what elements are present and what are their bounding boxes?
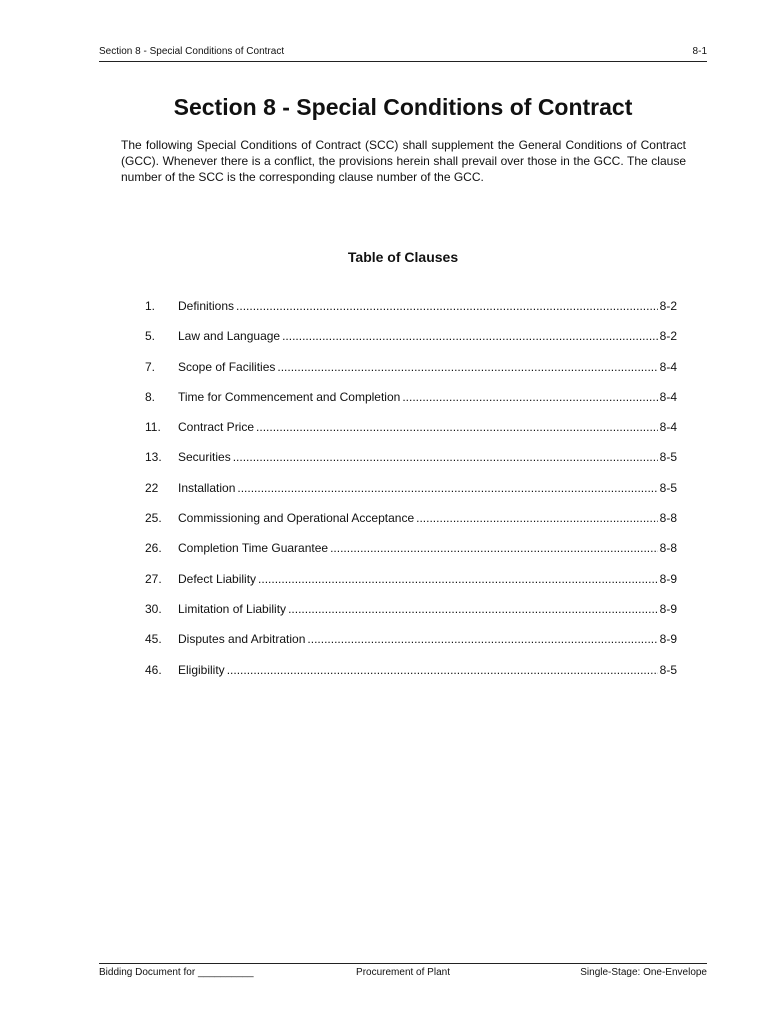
toc-entry-label: Definitions (178, 299, 235, 313)
page-title: Section 8 - Special Conditions of Contract (173, 94, 633, 120)
toc-entry-label: Limitation of Liability (178, 601, 287, 616)
toc-entry-number: 30. (145, 601, 162, 616)
toc-entry-label: Defect Liability (178, 571, 257, 586)
page-footer (99, 963, 707, 982)
toc-entry-page: 8-9 (659, 632, 677, 647)
toc-entry-completion-time-guarantee[interactable] (145, 540, 677, 570)
toc-entry-eligibility[interactable] (145, 662, 677, 692)
toc-entry-securities[interactable] (145, 449, 677, 479)
toc-dot-leader (330, 540, 658, 556)
toc-entry-number: 22 (145, 480, 159, 495)
toc-entry-commissioning[interactable] (145, 510, 677, 540)
toc-entry-scope-of-facilities[interactable] (145, 359, 677, 389)
toc-dot-leader (402, 389, 657, 405)
toc-entry-disputes-and-arbitration[interactable] (145, 631, 677, 661)
toc-entry-label: Scope of Facilities (178, 359, 276, 374)
table-of-clauses (145, 298, 677, 692)
toc-entry-installation[interactable] (145, 480, 677, 510)
toc-entry-definitions[interactable] (145, 298, 677, 328)
toc-entry-law-and-language[interactable] (145, 328, 677, 358)
toc-entry-label: Installation (178, 480, 236, 495)
toc-dot-leader (288, 601, 658, 617)
toc-dot-leader (307, 631, 657, 647)
toc-entry-time-for-commencement[interactable] (145, 389, 677, 419)
toc-entry-number: 8. (145, 389, 156, 404)
header-section-title: Section 8 - Special Conditions of Contract (99, 46, 285, 57)
toc-entry-page: 8-4 (659, 359, 677, 374)
toc-entry-page: 8-9 (659, 571, 677, 586)
toc-entry-page: 8-8 (659, 541, 677, 556)
toc-dot-leader (233, 449, 658, 465)
toc-entry-number: 11. (145, 420, 161, 435)
toc-entry-page: 8-5 (659, 480, 677, 495)
toc-dot-leader (237, 480, 657, 496)
intro-paragraph: The following Special Conditions of Contract (SCC) shall supplement the General Conditions of Contract (GCC). Whenever there is a conflict, the provisions herein shall prevail over those in the GCC. The clause number of the SCC is the corresponding clause number of the GCC. (121, 138, 686, 184)
toc-entry-number: 45. (145, 632, 162, 647)
toc-entry-page: 8-2 (659, 329, 677, 344)
toc-entry-number: 27. (145, 571, 162, 586)
toc-entry-label: Contract Price (178, 420, 255, 435)
toc-entry-number: 46. (145, 662, 162, 677)
toc-entry-number: 25. (145, 511, 162, 526)
toc-entry-number: 5. (145, 329, 156, 344)
toc-entry-page: 8-4 (659, 420, 677, 435)
toc-entry-label: Commissioning and Operational Acceptance (178, 511, 415, 526)
toc-dot-leader (256, 419, 658, 435)
toc-entry-label: Completion Time Guarantee (178, 541, 329, 556)
toc-entry-number: 26. (145, 541, 162, 556)
toc-entry-page: 8-8 (659, 511, 677, 526)
header-page-number: 8-1 (692, 46, 707, 57)
toc-entry-label: Securities (178, 450, 231, 465)
toc-dot-leader (416, 510, 658, 526)
toc-entry-label: Disputes and Arbitration (178, 632, 306, 647)
toc-dot-leader (236, 298, 658, 314)
toc-entry-page: 8-5 (659, 662, 677, 677)
toc-entry-number: 7. (145, 359, 156, 374)
toc-entry-limitation-of-liability[interactable] (145, 601, 677, 631)
toc-heading: Table of Clauses (347, 249, 459, 265)
toc-entry-number: 13. (145, 450, 162, 465)
toc-entry-label: Eligibility (178, 662, 225, 677)
toc-entry-defect-liability[interactable] (145, 571, 677, 601)
toc-dot-leader (258, 571, 658, 587)
footer-procurement: Procurement of Plant (356, 967, 450, 978)
toc-entry-page: 8-5 (659, 450, 677, 465)
toc-entry-page: 8-4 (659, 389, 677, 404)
toc-dot-leader (227, 662, 658, 678)
page-header (99, 45, 707, 62)
toc-dot-leader (277, 359, 657, 375)
footer-bidding-document: Bidding Document for __________ (99, 967, 254, 978)
toc-entry-page: 8-9 (659, 601, 677, 616)
footer-stage: Single-Stage: One-Envelope (580, 967, 707, 978)
toc-entry-label: Time for Commencement and Completion (178, 389, 401, 404)
toc-entry-number: 1. (145, 299, 156, 313)
toc-entry-label: Law and Language (178, 329, 281, 344)
toc-dot-leader (282, 328, 658, 344)
toc-entry-page: 8-2 (659, 299, 677, 313)
toc-entry-contract-price[interactable] (145, 419, 677, 449)
